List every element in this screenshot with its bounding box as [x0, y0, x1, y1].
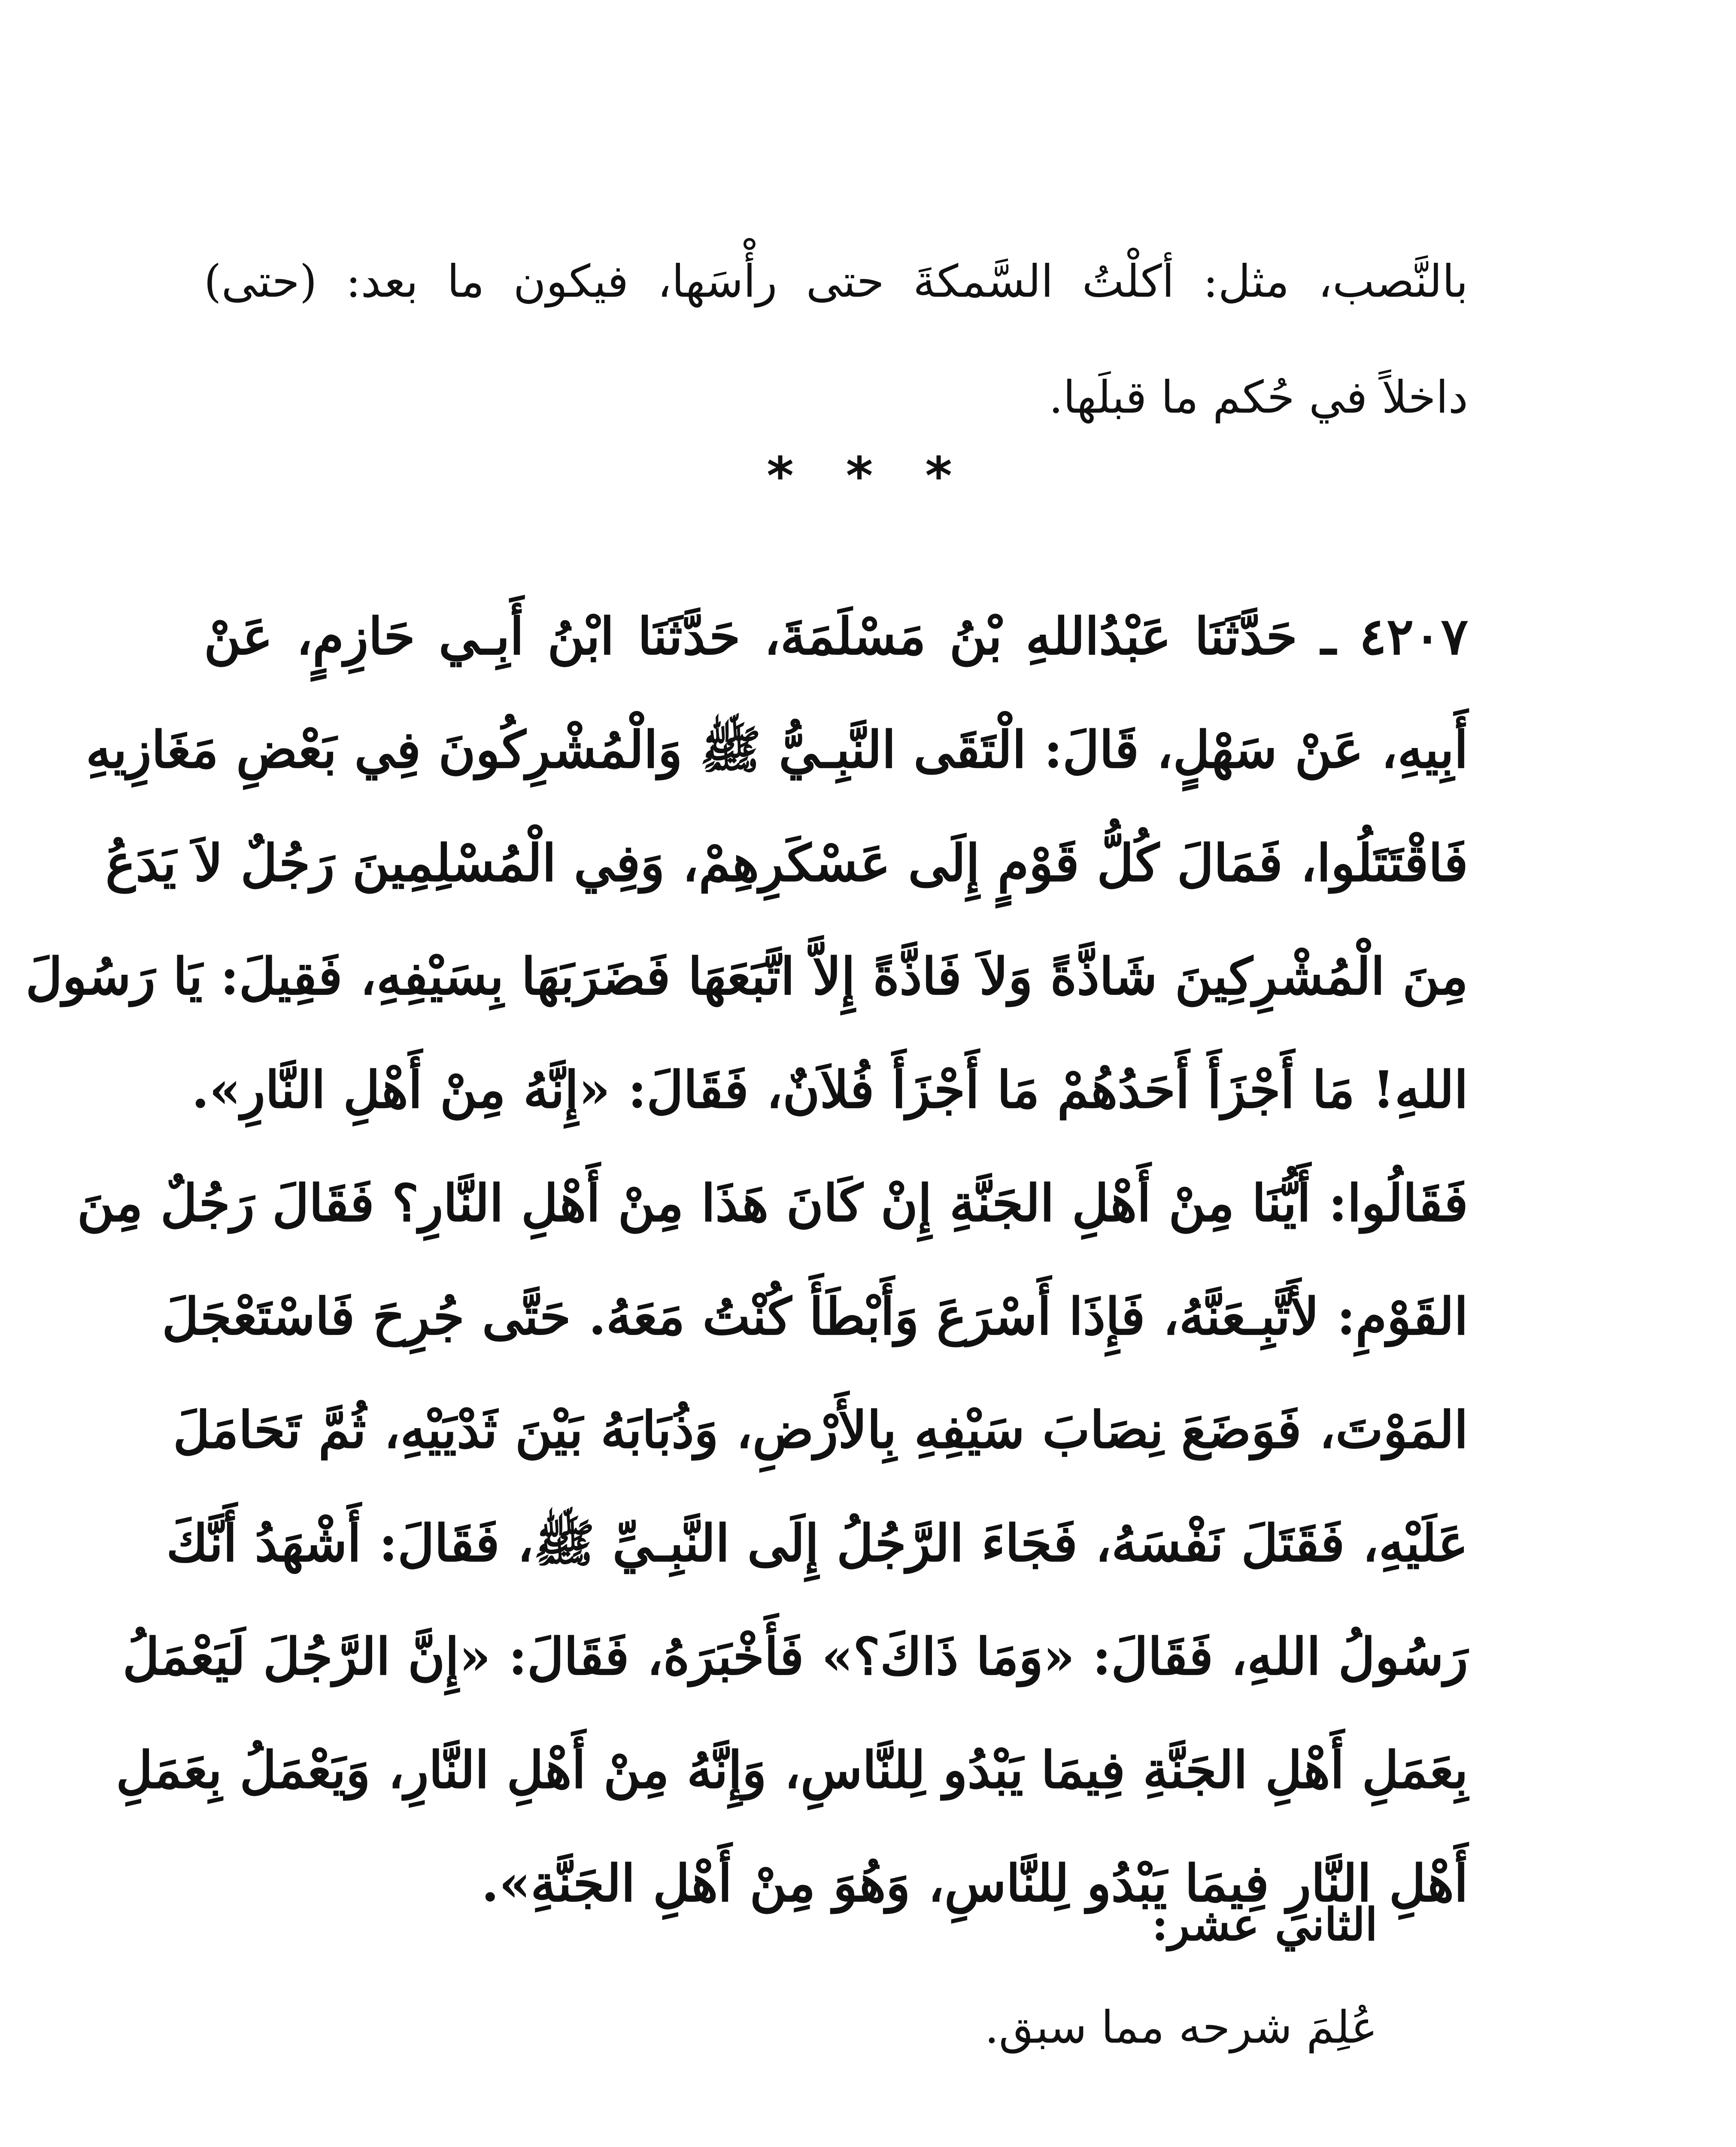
intro-line: بالنَّصب، مثل: أكلْتُ السَّمكةَ حتى رأْسَها، فيكون ما بعد: (حتى) [204, 255, 1468, 307]
hadith-line: أَهْلِ النَّارِ فِيمَا يَبْدُو لِلنَّاسِ، وَهُوَ مِنْ أَهْلِ الجَنَّةِ». [481, 1853, 1468, 1913]
hadith-line: اللهِ! مَا أَجْزَأَ أَحَدُهُمْ مَا أَجْزَأَ فُلاَنٌ، فَقَالَ: «إِنَّهُ مِنْ أَهْلِ النَّارِ». [191, 1060, 1468, 1119]
section-separator: * * * [767, 447, 969, 506]
hadith-line: المَوْتَ، فَوَضَعَ نِصَابَ سَيْفِهِ بِالأَرْضِ، وَذُبَابَهُ بَيْنَ ثَدْيَيْهِ، ثُمَّ تَحَامَلَ [173, 1400, 1468, 1460]
hadith-paragraph [25, 580, 1468, 1940]
hadith-line: القَوْمِ: لأَتَّبِـعَنَّهُ، فَإِذَا أَسْرَعَ وَأَبْطَأَ كُنْتُ مَعَهُ. حَتَّى جُرِحَ فَاسْتَعْجَلَ [162, 1286, 1468, 1346]
section-text: عُلِمَ شرحه مما سبق. [984, 2001, 1378, 2053]
hadith-line: فَاقْتَتَلُوا، فَمَالَ كُلُّ قَوْمٍ إِلَى عَسْكَرِهِمْ، وَفِي الْمُسْلِمِينَ رَجُلٌ لاَ يَدَعُ [105, 833, 1468, 893]
intro-line: داخلاً في حُكم ما قبلَها. [1049, 371, 1468, 423]
hadith-line: بِعَمَلِ أَهْلِ الجَنَّةِ فِيمَا يَبْدُو لِلنَّاسِ، وَإِنَّهُ مِنْ أَهْلِ النَّارِ، وَيَعْمَلُ بِعَمَلِ [116, 1740, 1468, 1800]
hadith-line: فَقَالُوا: أَيُّنَا مِنْ أَهْلِ الجَنَّةِ إِنْ كَانَ هَذَا مِنْ أَهْلِ النَّارِ؟ فَقَالَ رَجُلٌ مِنَ [77, 1173, 1468, 1233]
hadith-line: رَسُولُ اللهِ، فَقَالَ: «وَمَا ذَاكَ؟» فَأَخْبَرَهُ، فَقَالَ: «إِنَّ الرَّجُلَ لَيَعْمَلُ [122, 1627, 1468, 1686]
intro-paragraph [204, 223, 1468, 455]
section-heading: الثاني عشر: [1151, 1898, 1378, 1951]
hadith-line: مِنَ الْمُشْرِكِينَ شَاذَّةً وَلاَ فَاذَّةً إِلاَّ اتَّبَعَهَا فَضَرَبَهَا بِسَيْفِهِ، فَقِيلَ: يَا رَسُولَ [25, 946, 1468, 1006]
hadith-line: ٤٢٠٧ ـ حَدَّثَنَا عَبْدُاللهِ بْنُ مَسْلَمَةَ، حَدَّثَنَا ابْنُ أَبِـي حَازِمٍ، عَنْ [204, 606, 1468, 666]
hadith-line: عَلَيْهِ، فَقَتَلَ نَفْسَهُ، فَجَاءَ الرَّجُلُ إِلَى النَّبِـيِّ ﷺ، فَقَالَ: أَشْهَدُ أَنَّكَ [166, 1513, 1468, 1573]
hadith-line: أَبِيهِ، عَنْ سَهْلٍ، قَالَ: الْتَقَى النَّبِـيُّ ﷺ وَالْمُشْرِكُونَ فِي بَعْضِ مَغَازِيهِ [85, 720, 1468, 779]
